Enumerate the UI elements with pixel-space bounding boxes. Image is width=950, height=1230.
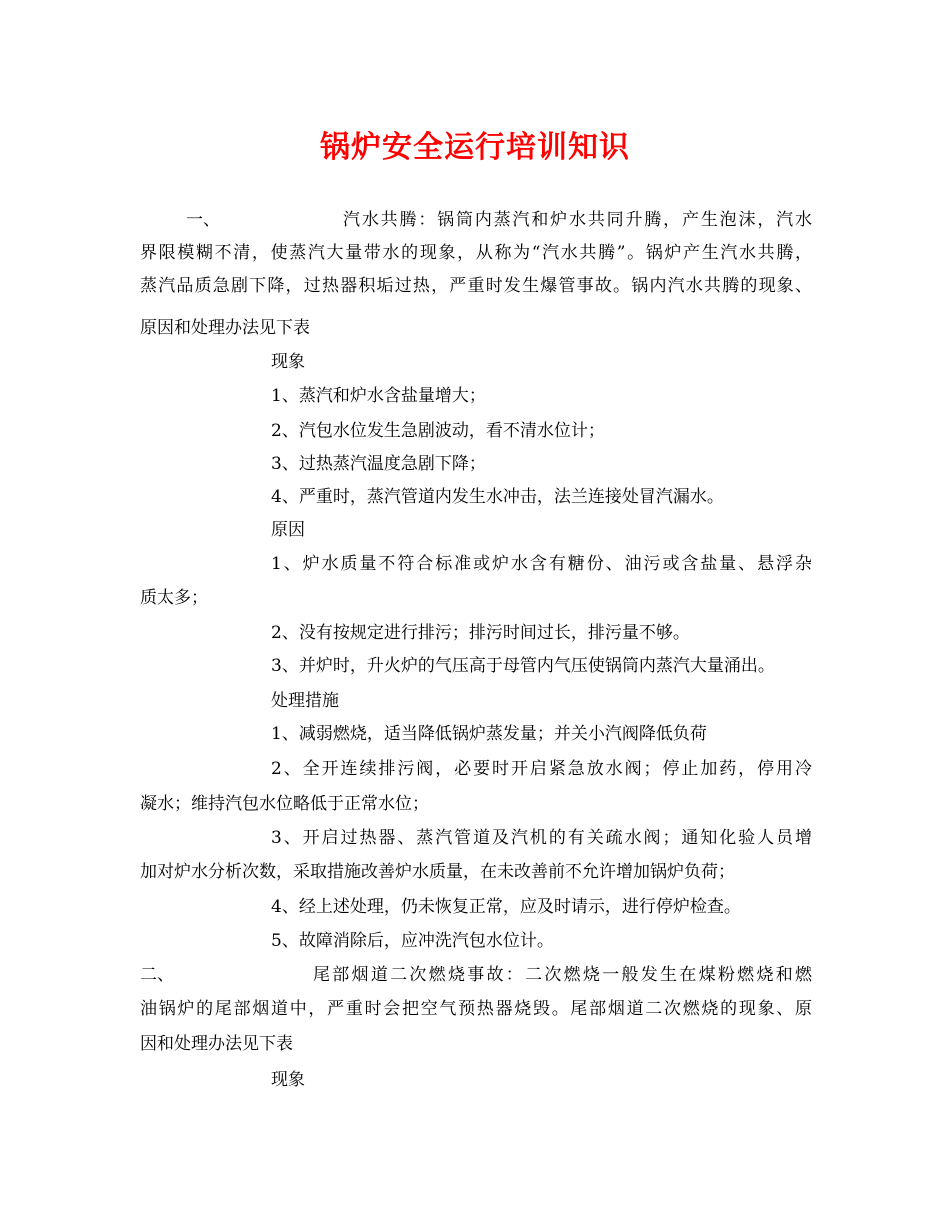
- paragraph-line: 原因和处理办法见下表: [140, 318, 310, 338]
- list-item: 4、严重时，蒸汽管道内发生水冲击，法兰连接处冒汽漏水。: [271, 487, 724, 507]
- list-item: 2、全开连续排污阀，必要时开启紧急放水阀；停止加药，停用冷: [271, 759, 812, 779]
- document-title: 锅炉安全运行培训知识: [320, 130, 630, 165]
- list-item: 1、蒸汽和炉水含盐量增大；: [271, 386, 486, 406]
- list-item: 5、故障消除后，应冲洗汽包水位计。: [271, 931, 554, 951]
- paragraph-line: 尾部烟道二次燃烧事故：二次燃烧一般发生在煤粉燃烧和燃: [313, 965, 812, 985]
- subheading-treatment: 处理措施: [271, 691, 339, 711]
- list-item: 3、并炉时，升火炉的气压高于母管内气压使锅筒内蒸汽大量涌出。: [271, 656, 775, 676]
- list-item-continuation: 加对炉水分析次数，采取措施改善炉水质量，在未改善前不允许增加锅炉负荷；: [140, 862, 735, 882]
- list-item-continuation: 质太多；: [140, 588, 208, 608]
- subheading-phenomenon: 现象: [271, 1070, 305, 1090]
- list-item-continuation: 凝水；维持汽包水位略低于正常水位；: [140, 794, 429, 814]
- paragraph-line: 界限模糊不清，使蒸汽大量带水的现象，从称为“汽水共腾”。锅炉产生汽水共腾，: [140, 243, 812, 263]
- list-item: 4、经上述处理，仍未恢复正常，应及时请示，进行停炉检查。: [271, 897, 741, 917]
- paragraph-line: 因和处理办法见下表: [140, 1034, 293, 1054]
- section-number: 二、: [140, 965, 174, 985]
- list-item: 1、减弱燃烧，适当降低锅炉蒸发量；并关小汽阀降低负荷: [271, 724, 707, 744]
- subheading-phenomenon: 现象: [271, 352, 305, 372]
- list-item: 3、开启过热器、蒸汽管道及汽机的有关疏水阀；通知化验人员增: [271, 828, 812, 848]
- subheading-cause: 原因: [271, 520, 305, 540]
- list-item: 1、炉水质量不符合标准或炉水含有糖份、油污或含盐量、悬浮杂: [271, 554, 812, 574]
- list-item: 2、汽包水位发生急剧波动，看不清水位计；: [271, 421, 605, 441]
- list-item: 2、没有按规定进行排污；排污时间过长，排污量不够。: [271, 623, 690, 643]
- paragraph-line: 汽水共腾：锅筒内蒸汽和炉水共同升腾，产生泡沫，汽水: [343, 210, 812, 230]
- paragraph-line: 蒸汽品质急剧下降，过热器积垢过热，严重时发生爆管事故。锅内汽水共腾的现象、: [140, 276, 812, 296]
- section-number: 一、: [186, 210, 220, 230]
- list-item: 3、过热蒸汽温度急剧下降；: [271, 454, 486, 474]
- paragraph-line: 油锅炉的尾部烟道中，严重时会把空气预热器烧毁。尾部烟道二次燃烧的现象、原: [140, 999, 812, 1019]
